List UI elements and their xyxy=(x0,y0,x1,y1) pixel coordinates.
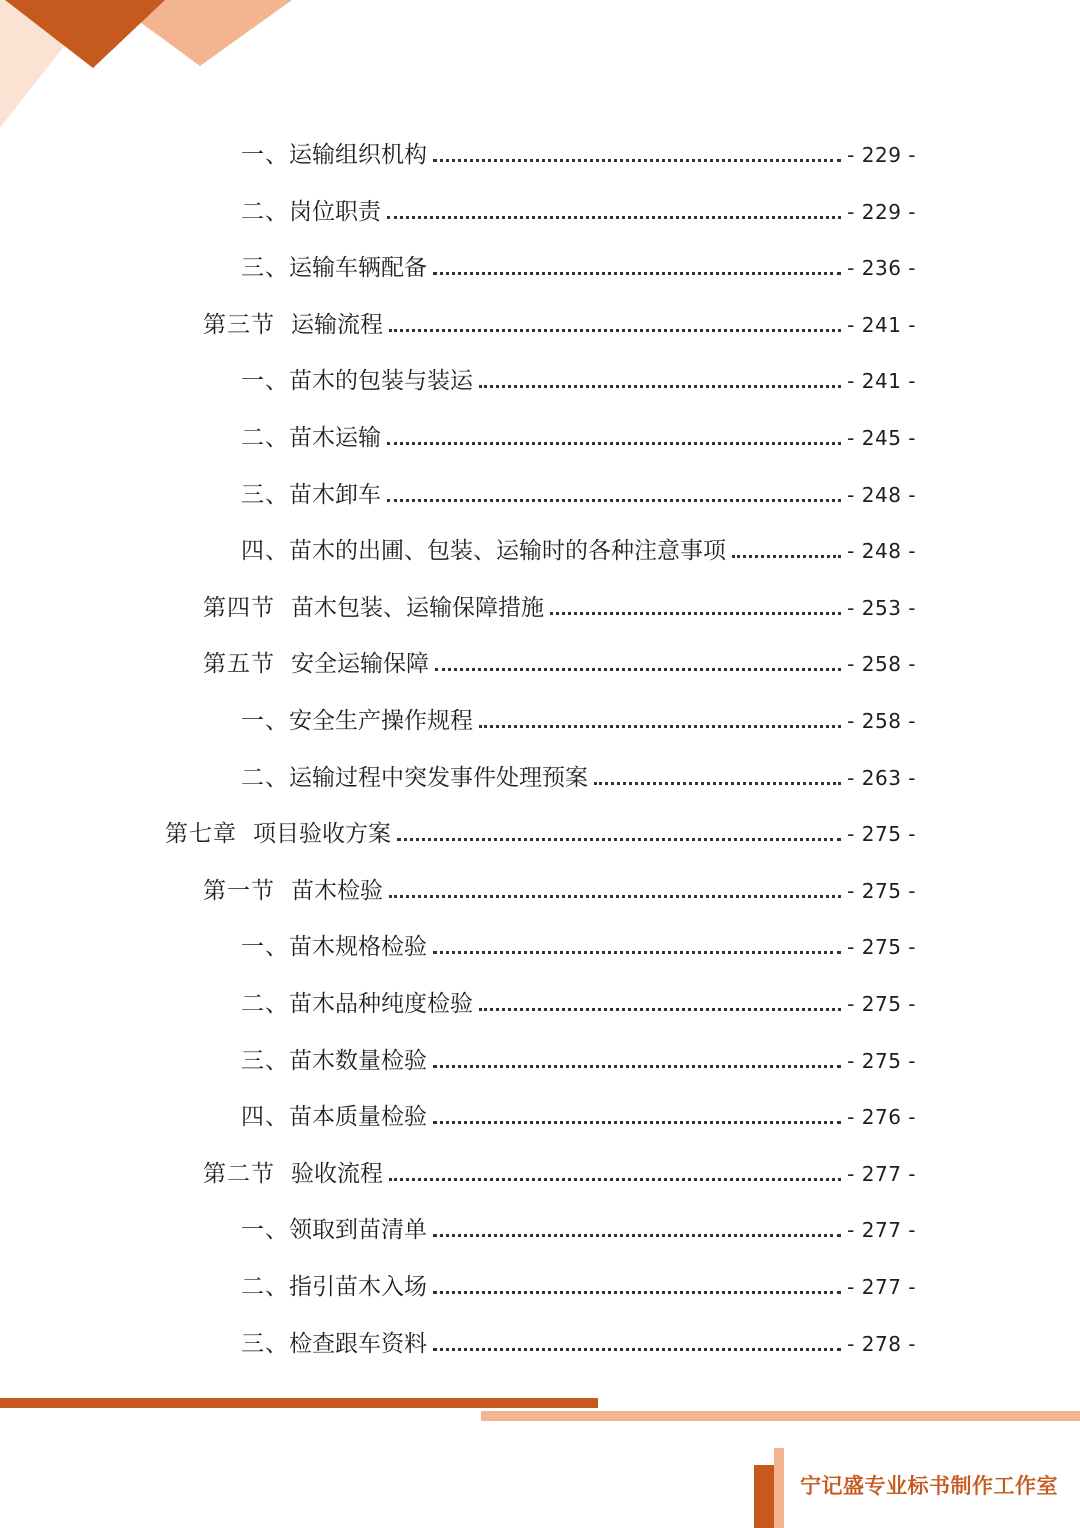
brand-accent-dark xyxy=(754,1465,774,1528)
toc-entry-page: - 277 - xyxy=(847,1275,916,1299)
toc-dot-leader xyxy=(387,216,841,219)
toc-entry-number: 二、 xyxy=(241,425,289,451)
toc-entry-page: - 275 - xyxy=(847,879,916,903)
toc-dot-leader xyxy=(433,159,841,162)
toc-entry[interactable] xyxy=(241,753,916,793)
toc-entry[interactable] xyxy=(241,526,916,566)
toc-entry-title: 岗位职责 xyxy=(289,199,381,225)
toc-entry-number: 一、 xyxy=(241,1217,289,1243)
toc-entry-title: 苗本质量检验 xyxy=(289,1104,427,1130)
toc-entry-number: 三、 xyxy=(241,1048,289,1074)
toc-entry-number: 二、 xyxy=(241,765,289,791)
toc-entry-number: 二、 xyxy=(241,991,289,1017)
toc-entry-number: 第七章 xyxy=(165,821,237,847)
toc-entry[interactable] xyxy=(241,356,916,396)
toc-dot-leader xyxy=(387,442,841,445)
toc-entry-title: 苗木的包装与装运 xyxy=(289,368,473,394)
toc-dot-leader xyxy=(433,272,841,275)
toc-entry[interactable] xyxy=(241,187,916,227)
toc-dot-leader xyxy=(433,951,841,954)
footer-bar-dark xyxy=(0,1398,598,1408)
toc-entry-page: - 258 - xyxy=(847,652,916,676)
toc-entry-title: 苗木品种纯度检验 xyxy=(289,991,473,1017)
toc-entry-page: - 253 - xyxy=(847,596,916,620)
toc-entry-page: - 276 - xyxy=(847,1105,916,1129)
toc-entry-page: - 275 - xyxy=(847,992,916,1016)
toc-entry[interactable] xyxy=(241,413,916,453)
toc-entry-number: 三、 xyxy=(241,255,289,281)
toc-entry-title: 运输车辆配备 xyxy=(289,255,427,281)
toc-dot-leader xyxy=(387,499,841,502)
toc-entry-page: - 229 - xyxy=(847,143,916,167)
toc-entry-title: 安全生产操作规程 xyxy=(289,708,473,734)
toc-entry-number: 一、 xyxy=(241,708,289,734)
toc-entry[interactable] xyxy=(203,866,916,906)
toc-entry-number: 二、 xyxy=(241,199,289,225)
brand-name: 宁记盛专业标书制作工作室 xyxy=(800,1474,1058,1498)
toc-entry-title: 苗木卸车 xyxy=(289,482,381,508)
toc-entry-number: 一、 xyxy=(241,142,289,168)
toc-entry-title: 苗木运输 xyxy=(289,425,381,451)
toc-entry[interactable] xyxy=(241,696,916,736)
toc-entry[interactable] xyxy=(241,1319,916,1359)
toc-entry-title: 苗木的出圃、包装、运输时的各种注意事项 xyxy=(289,538,726,564)
brand-accent-light xyxy=(774,1448,784,1528)
toc-dot-leader xyxy=(433,1348,841,1351)
toc-dot-leader xyxy=(479,1008,841,1011)
toc-entry[interactable] xyxy=(241,130,916,170)
toc-dot-leader xyxy=(479,725,841,728)
toc-dot-leader xyxy=(435,668,841,671)
toc-entry[interactable] xyxy=(203,1149,916,1189)
toc-entry-number: 一、 xyxy=(241,368,289,394)
toc-entry-title: 安全运输保障 xyxy=(291,651,429,677)
toc-entry-page: - 248 - xyxy=(847,539,916,563)
toc-entry-number: 第二节 xyxy=(203,1161,275,1187)
toc-entry-title: 苗木规格检验 xyxy=(289,934,427,960)
toc-entry-page: - 275 - xyxy=(847,1049,916,1073)
toc-entry-page: - 245 - xyxy=(847,426,916,450)
toc-entry-number: 一、 xyxy=(241,934,289,960)
toc-entry-page: - 275 - xyxy=(847,822,916,846)
toc-dot-leader xyxy=(594,782,841,785)
toc-entry[interactable] xyxy=(241,979,916,1019)
toc-dot-leader xyxy=(433,1121,841,1124)
toc-entry[interactable] xyxy=(241,1092,916,1132)
corner-decoration xyxy=(0,0,300,130)
toc-entry[interactable] xyxy=(203,583,916,623)
toc-entry[interactable] xyxy=(241,1262,916,1302)
toc-entry-page: - 258 - xyxy=(847,709,916,733)
toc-entry-title: 苗木包装、运输保障措施 xyxy=(291,595,544,621)
toc-entry-page: - 241 - xyxy=(847,369,916,393)
toc-dot-leader xyxy=(433,1065,841,1068)
toc-entry-number: 三、 xyxy=(241,482,289,508)
toc-entry[interactable] xyxy=(241,1205,916,1245)
toc-entry-page: - 229 - xyxy=(847,200,916,224)
toc-entry-number: 第四节 xyxy=(203,595,275,621)
toc-entry[interactable] xyxy=(203,300,916,340)
toc-entry[interactable] xyxy=(203,639,916,679)
toc-entry[interactable] xyxy=(241,922,916,962)
footer-bar-light xyxy=(481,1411,1080,1421)
toc-entry-title: 领取到苗清单 xyxy=(289,1217,427,1243)
toc-entry-number: 四、 xyxy=(241,1104,289,1130)
toc-entry-title: 运输组织机构 xyxy=(289,142,427,168)
toc-dot-leader xyxy=(389,895,841,898)
toc-entry-number: 第五节 xyxy=(203,651,275,677)
toc-entry-number: 四、 xyxy=(241,538,289,564)
toc-entry-number: 三、 xyxy=(241,1331,289,1357)
toc-entry-page: - 275 - xyxy=(847,935,916,959)
toc-dot-leader xyxy=(433,1234,841,1237)
toc-entry-number: 第三节 xyxy=(203,312,275,338)
toc-entry-number: 第一节 xyxy=(203,878,275,904)
toc-entry-title: 项目验收方案 xyxy=(253,821,391,847)
toc-dot-leader xyxy=(389,329,841,332)
toc-entry-title: 验收流程 xyxy=(291,1161,383,1187)
toc-dot-leader xyxy=(550,612,841,615)
toc-entry-title: 指引苗木入场 xyxy=(289,1274,427,1300)
toc-entry-page: - 277 - xyxy=(847,1162,916,1186)
toc-dot-leader xyxy=(397,838,841,841)
toc-entry-page: - 263 - xyxy=(847,766,916,790)
toc-dot-leader xyxy=(732,555,841,558)
toc-entry-page: - 278 - xyxy=(847,1332,916,1356)
toc-dot-leader xyxy=(479,385,841,388)
toc-entry-title: 运输过程中突发事件处理预案 xyxy=(289,765,588,791)
toc-entry-number: 二、 xyxy=(241,1274,289,1300)
toc-entry-title: 苗木数量检验 xyxy=(289,1048,427,1074)
toc-entry-title: 检查跟车资料 xyxy=(289,1331,427,1357)
toc-entry-page: - 277 - xyxy=(847,1218,916,1242)
toc-entry[interactable] xyxy=(241,470,916,510)
toc-dot-leader xyxy=(389,1178,841,1181)
toc-entry-page: - 248 - xyxy=(847,483,916,507)
toc-entry-page: - 241 - xyxy=(847,313,916,337)
toc-entry[interactable] xyxy=(241,243,916,283)
toc-entry-page: - 236 - xyxy=(847,256,916,280)
toc-dot-leader xyxy=(433,1291,841,1294)
toc-entry-title: 苗木检验 xyxy=(291,878,383,904)
toc-entry[interactable] xyxy=(165,809,916,849)
toc-entry[interactable] xyxy=(241,1036,916,1076)
toc-entry-title: 运输流程 xyxy=(291,312,383,338)
